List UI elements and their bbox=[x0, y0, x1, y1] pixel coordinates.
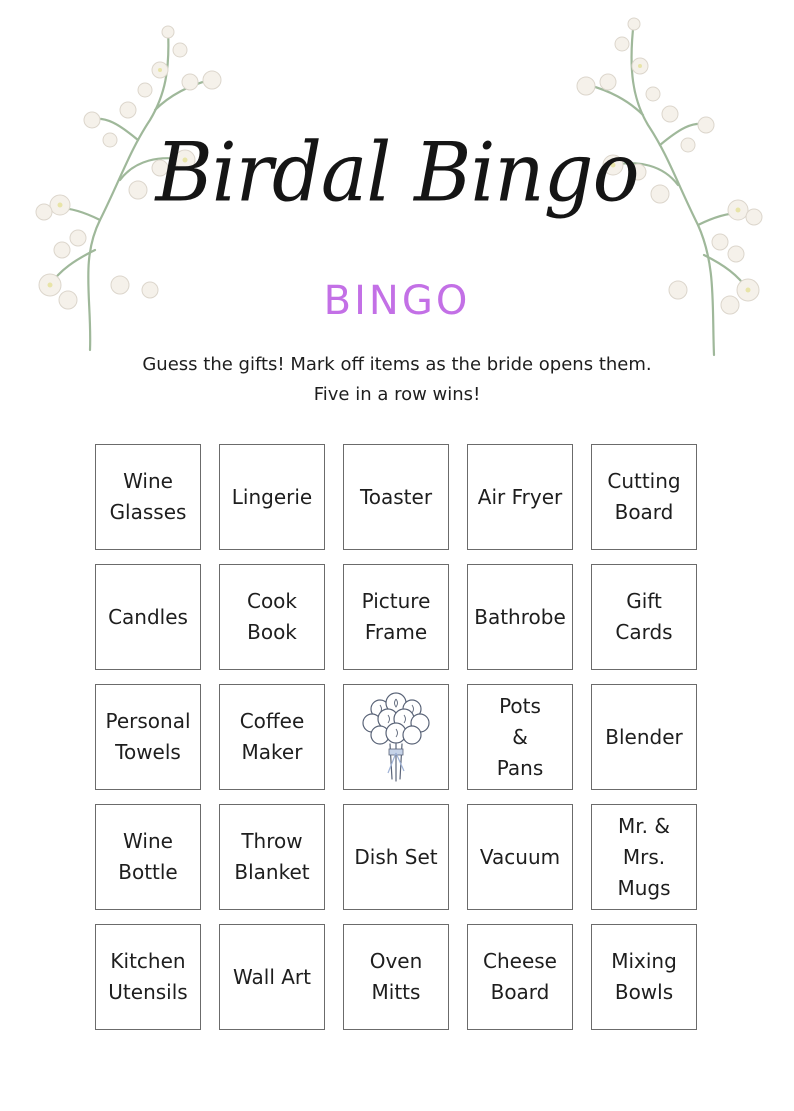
bingo-cell[interactable] bbox=[343, 564, 449, 670]
bingo-cell-label: Oven Mitts bbox=[369, 949, 423, 1004]
bouquet-icon bbox=[354, 689, 438, 785]
bingo-cell[interactable] bbox=[95, 684, 201, 790]
bingo-cell[interactable] bbox=[219, 684, 325, 790]
bingo-cell-label: Throw Blanket bbox=[234, 829, 310, 884]
bingo-cell-label: Picture Frame bbox=[361, 589, 431, 644]
bingo-grid bbox=[95, 444, 701, 1030]
bingo-cell[interactable] bbox=[95, 564, 201, 670]
bingo-cell-label: Coffee Maker bbox=[239, 709, 305, 764]
bingo-cell[interactable] bbox=[467, 564, 573, 670]
bingo-cell-label: Dish Set bbox=[354, 844, 438, 869]
instructions-line-1: Guess the gifts! Mark off items as the bride opens them. bbox=[142, 354, 652, 375]
bingo-subtitle: BINGO bbox=[323, 278, 471, 324]
bingo-cell-label: Kitchen Utensils bbox=[108, 949, 188, 1004]
bingo-cell[interactable] bbox=[95, 444, 201, 550]
bingo-cell[interactable] bbox=[591, 684, 697, 790]
bingo-cell[interactable] bbox=[591, 924, 697, 1030]
bingo-cell[interactable] bbox=[219, 804, 325, 910]
bingo-cell[interactable] bbox=[219, 444, 325, 550]
bingo-cell[interactable] bbox=[343, 804, 449, 910]
bingo-cell-label: Wine Glasses bbox=[109, 469, 187, 524]
bingo-cell-label: Lingerie bbox=[231, 484, 313, 509]
bingo-cell[interactable] bbox=[591, 804, 697, 910]
bingo-cell[interactable] bbox=[343, 924, 449, 1030]
bingo-cell-label: Personal Towels bbox=[105, 709, 191, 764]
bingo-cell[interactable] bbox=[219, 564, 325, 670]
bingo-cell[interactable] bbox=[95, 804, 201, 910]
bingo-cell-label: Mr. & Mrs. Mugs bbox=[617, 813, 671, 900]
bingo-cell[interactable] bbox=[467, 804, 573, 910]
bingo-cell[interactable] bbox=[467, 444, 573, 550]
bingo-cell-label: Blender bbox=[605, 724, 683, 749]
bingo-cell-label: Bathrobe bbox=[474, 604, 566, 629]
page-title: Birdal Bingo bbox=[155, 125, 639, 221]
bingo-cell[interactable] bbox=[219, 924, 325, 1030]
bingo-cell-label: Pots & Pans bbox=[496, 693, 544, 780]
free-space-cell bbox=[343, 684, 449, 790]
bingo-cell-label: Wine Bottle bbox=[118, 829, 178, 884]
bingo-cell-label: Cheese Board bbox=[483, 949, 557, 1004]
bingo-cell[interactable] bbox=[467, 684, 573, 790]
bingo-cell-label: Toaster bbox=[359, 484, 433, 509]
bingo-cell-label: Wall Art bbox=[233, 964, 311, 989]
bingo-cell-label: Candles bbox=[108, 604, 188, 629]
bingo-cell-label: Vacuum bbox=[479, 844, 561, 869]
bingo-cell-label: Cook Book bbox=[246, 589, 298, 644]
instructions-line-2: Five in a row wins! bbox=[313, 384, 481, 405]
bingo-cell[interactable] bbox=[95, 924, 201, 1030]
bingo-cell-label: Mixing Bowls bbox=[611, 949, 677, 1004]
instructions bbox=[0, 350, 794, 410]
bingo-cell[interactable] bbox=[591, 564, 697, 670]
bingo-cell-label: Air Fryer bbox=[477, 484, 563, 509]
bingo-cell-label: Gift Cards bbox=[615, 589, 673, 644]
bingo-cell[interactable] bbox=[467, 924, 573, 1030]
bingo-cell[interactable] bbox=[591, 444, 697, 550]
bingo-cell[interactable] bbox=[343, 444, 449, 550]
bingo-cell-label: Cutting Board bbox=[607, 469, 681, 524]
